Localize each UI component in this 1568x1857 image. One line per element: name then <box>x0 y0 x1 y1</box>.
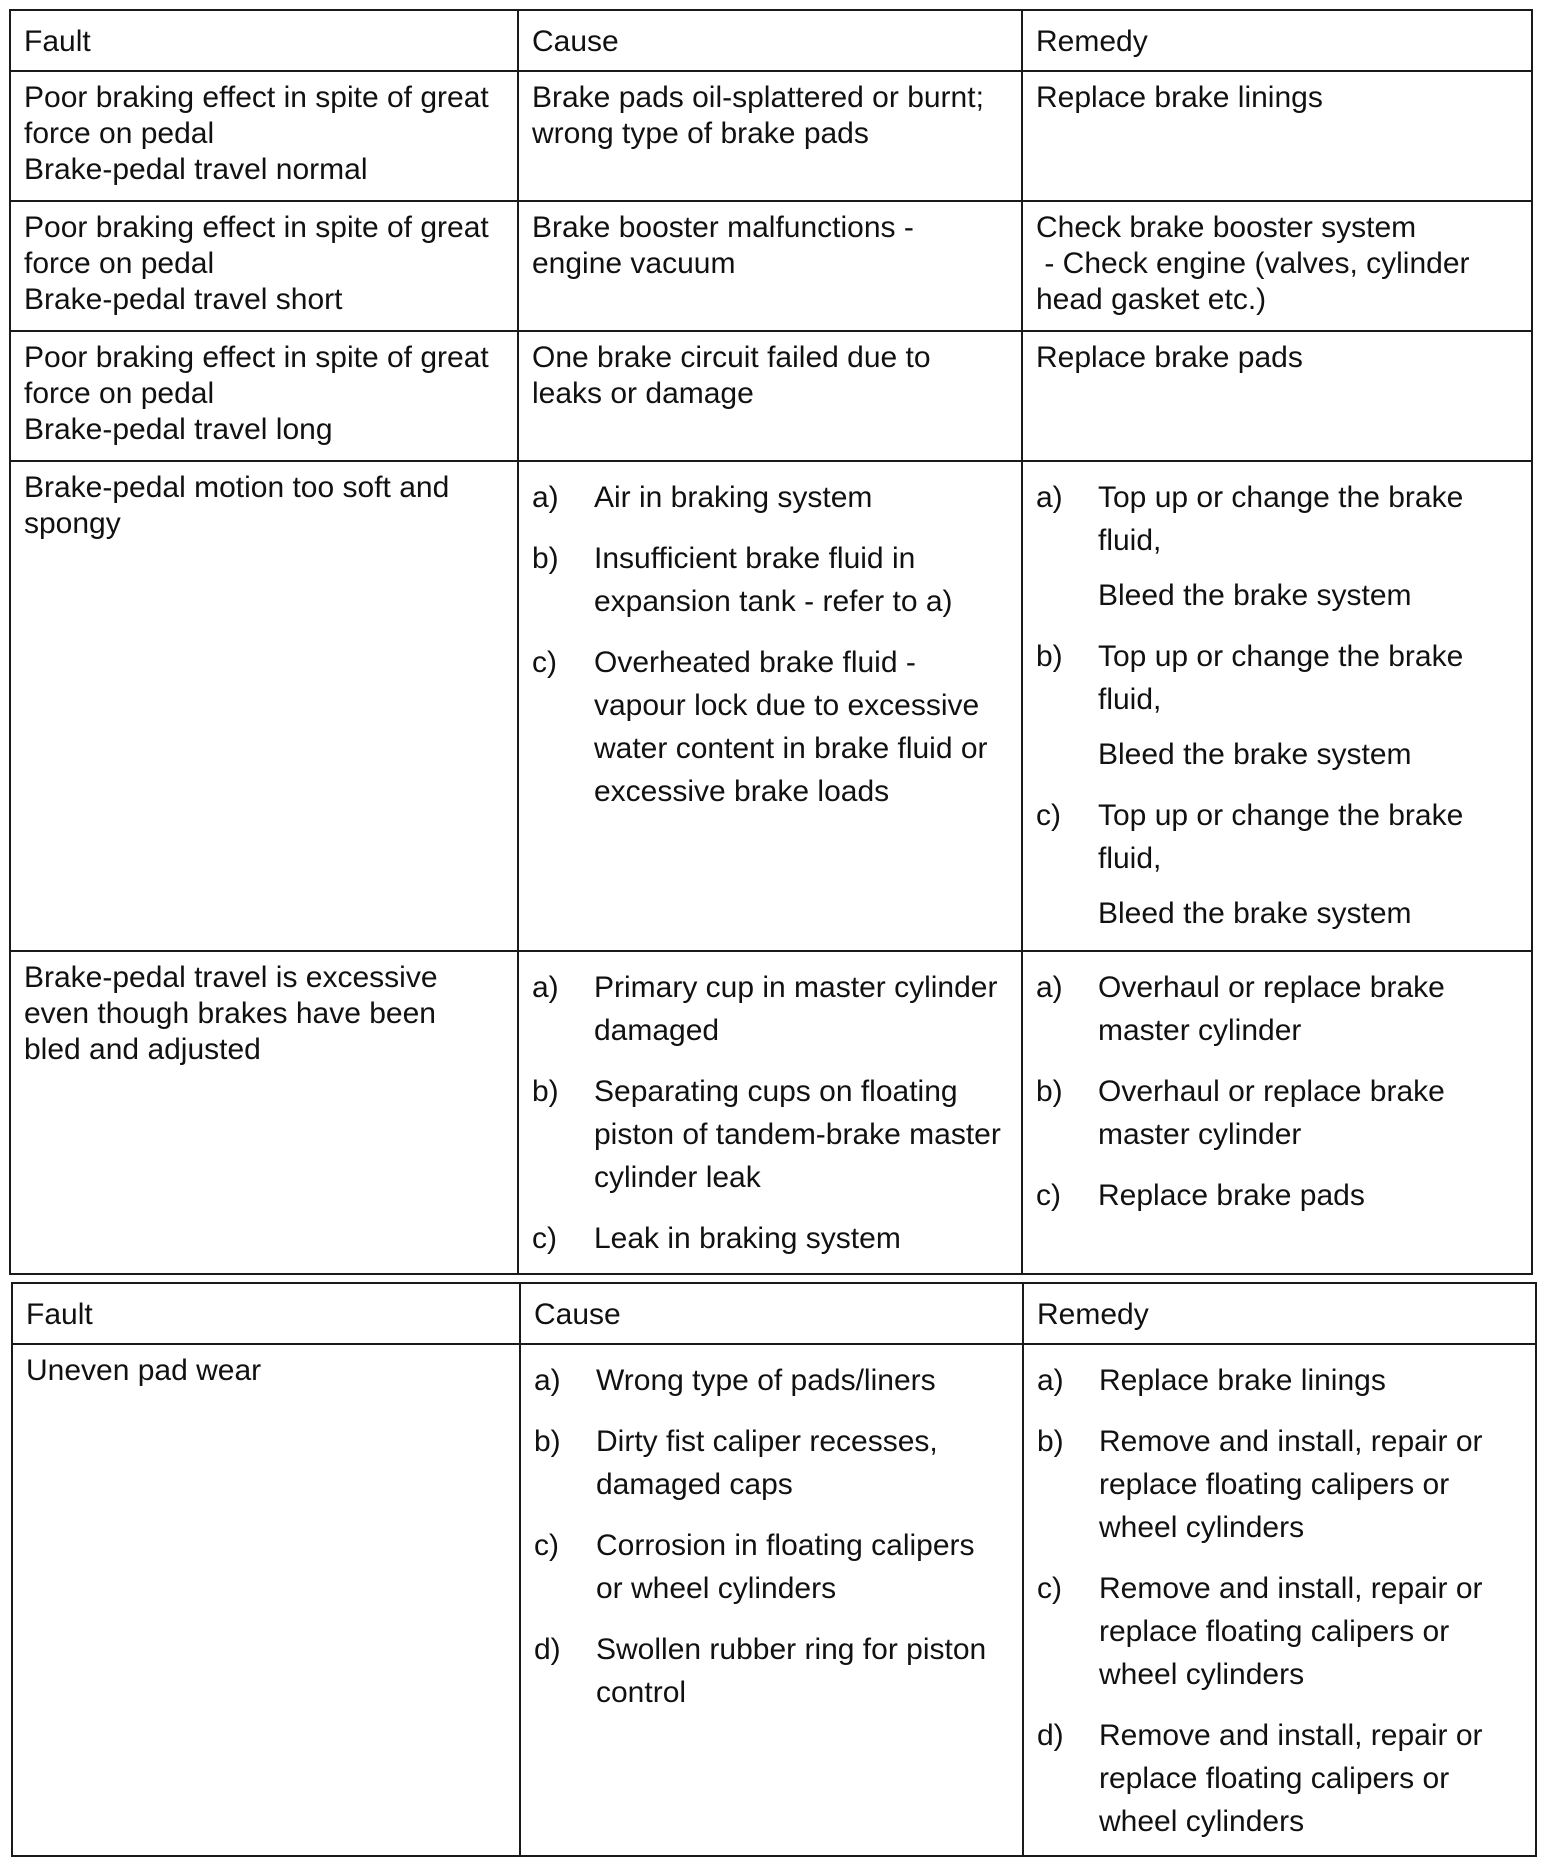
cause-text: Separating cups on floating piston of tandem-brake master cylinder leak <box>594 1075 1001 1194</box>
remedy-list-item <box>1037 1420 1522 1549</box>
table-row <box>10 461 1532 951</box>
table-row <box>10 331 1532 461</box>
remedy-text: Remove and install, repair or replace floating calipers or wheel cylinders <box>1099 1425 1483 1544</box>
fault-text-line: Brake-pedal motion too soft and <box>24 471 450 504</box>
list-letter: b) <box>1036 640 1063 673</box>
cause-text: Insufficient brake fluid in expansion tank - refer to a) <box>594 542 953 618</box>
fault-text-line: Poor braking effect in spite of great <box>24 81 489 114</box>
remedy-text: Top up or change the brake fluid, <box>1098 640 1464 716</box>
table-row <box>10 201 1532 331</box>
remedy-text: Replace brake linings <box>1099 1364 1386 1397</box>
remedy-body <box>1098 635 1518 776</box>
list-letter: b) <box>1037 1425 1064 1458</box>
fault-text-line: Uneven pad wear <box>26 1354 262 1387</box>
list-letter: d) <box>1037 1719 1064 1752</box>
remedy-text: Top up or change the brake fluid, <box>1098 799 1464 875</box>
header-fault: Fault <box>10 10 518 71</box>
remedy-list-item <box>1036 1070 1518 1156</box>
remedy-text-line: Replace brake linings <box>1036 81 1323 114</box>
cause-list-item <box>534 1524 1009 1610</box>
remedy-cell <box>1022 71 1532 201</box>
list-letter: b) <box>1036 1075 1063 1108</box>
fault-text-line: Brake-pedal travel is excessive <box>24 961 438 994</box>
cause-list-item <box>532 1217 1008 1260</box>
fault-cell <box>10 331 518 461</box>
cause-text-line: Brake pads oil-splattered or burnt; <box>532 81 984 114</box>
cause-cell <box>520 1344 1023 1856</box>
header-fault: Fault <box>12 1283 520 1344</box>
remedy-list-item <box>1036 476 1518 617</box>
fault-text-line: even though brakes have been <box>24 997 436 1030</box>
cause-list-item <box>532 476 1008 519</box>
list-letter: b) <box>532 542 559 575</box>
list-letter: b) <box>532 1075 559 1108</box>
cause-text-line: engine vacuum <box>532 247 736 280</box>
cause-list-item <box>532 641 1008 813</box>
list-letter: a) <box>1036 971 1063 1004</box>
cause-text: Swollen rubber ring for piston control <box>596 1633 987 1709</box>
remedy-list-item <box>1036 794 1518 935</box>
table-row <box>12 1344 1536 1856</box>
list-letter: c) <box>532 646 557 679</box>
remedy-sub-text: Bleed the brake system <box>1098 738 1412 771</box>
cause-list-item <box>532 537 1008 623</box>
remedy-text: Remove and install, repair or replace floating calipers or wheel cylinders <box>1099 1719 1483 1838</box>
cause-list-item <box>532 966 1008 1052</box>
fault-text-line: force on pedal <box>24 117 215 150</box>
remedy-text: Overhaul or replace brake master cylinder <box>1098 1075 1445 1151</box>
cause-text-line: Brake booster malfunctions - <box>532 211 914 244</box>
cause-cell <box>518 331 1022 461</box>
fault-table-1 <box>9 9 1533 1275</box>
fault-cell <box>12 1344 520 1856</box>
list-letter: c) <box>534 1529 559 1562</box>
fault-text-line: force on pedal <box>24 247 215 280</box>
remedy-sub-text: Bleed the brake system <box>1098 897 1412 930</box>
fault-text-line: Poor braking effect in spite of great <box>24 341 489 374</box>
remedy-list-item <box>1037 1567 1522 1696</box>
remedy-cell <box>1022 951 1532 1274</box>
table-header-row <box>12 1283 1536 1344</box>
list-letter: c) <box>1037 1572 1062 1605</box>
cause-text: Leak in braking system <box>594 1222 901 1255</box>
remedy-text: Overhaul or replace brake master cylinder <box>1098 971 1445 1047</box>
cause-cell <box>518 951 1022 1274</box>
list-letter: a) <box>532 481 559 514</box>
list-letter: a) <box>1037 1364 1064 1397</box>
remedy-cell <box>1022 201 1532 331</box>
table-row <box>10 951 1532 1274</box>
list-letter: c) <box>532 1222 557 1255</box>
list-letter: a) <box>532 971 559 1004</box>
remedy-text-line: - Check engine (valves, cylinder <box>1036 247 1470 280</box>
fault-text-line: bled and adjusted <box>24 1033 261 1066</box>
remedy-text: Remove and install, repair or replace floating calipers or wheel cylinders <box>1099 1572 1483 1691</box>
cause-text-line: leaks or damage <box>532 377 754 410</box>
cause-text-line: wrong type of brake pads <box>532 117 869 150</box>
fault-table-2 <box>11 1282 1537 1857</box>
fault-text-line: Brake-pedal travel short <box>24 283 343 316</box>
fault-cell <box>10 71 518 201</box>
fault-cell <box>10 461 518 951</box>
header-cause: Cause <box>520 1283 1023 1344</box>
list-letter: c) <box>1036 799 1061 832</box>
list-letter: b) <box>534 1425 561 1458</box>
remedy-text: Replace brake pads <box>1098 1179 1365 1212</box>
remedy-text-line: head gasket etc.) <box>1036 283 1267 316</box>
cause-text: Overheated brake fluid - vapour lock due to excessive water content in brake fluid or excessive brake loads <box>594 646 988 808</box>
cause-text-line: One brake circuit failed due to <box>532 341 931 374</box>
cause-list-item <box>532 1070 1008 1199</box>
list-letter: d) <box>534 1633 561 1666</box>
remedy-cell <box>1023 1344 1536 1856</box>
remedy-cell <box>1022 461 1532 951</box>
cause-cell <box>518 71 1022 201</box>
remedy-sub-text: Bleed the brake system <box>1098 579 1412 612</box>
cause-text: Air in braking system <box>594 481 873 514</box>
remedy-list-item <box>1037 1714 1522 1843</box>
remedy-text-line: Replace brake pads <box>1036 341 1303 374</box>
fault-cell <box>10 951 518 1274</box>
cause-list-item <box>534 1628 1009 1714</box>
remedy-text-line: Check brake booster system <box>1036 211 1417 244</box>
header-remedy: Remedy <box>1023 1283 1536 1344</box>
fault-text-line: Poor braking effect in spite of great <box>24 211 489 244</box>
fault-text-line: spongy <box>24 507 121 540</box>
table-header-row <box>10 10 1532 71</box>
cause-text: Corrosion in floating calipers or wheel cylinders <box>596 1529 975 1605</box>
cause-text: Primary cup in master cylinder damaged <box>594 971 998 1047</box>
remedy-list-item <box>1036 635 1518 776</box>
cause-text: Wrong type of pads/liners <box>596 1364 936 1397</box>
fault-text-line: force on pedal <box>24 377 215 410</box>
table-row <box>10 71 1532 201</box>
fault-text-line: Brake-pedal travel normal <box>24 153 368 186</box>
remedy-cell <box>1022 331 1532 461</box>
cause-list-item <box>534 1359 1009 1402</box>
cause-list-item <box>534 1420 1009 1506</box>
header-cause: Cause <box>518 10 1022 71</box>
list-letter: a) <box>1036 481 1063 514</box>
list-letter: c) <box>1036 1179 1061 1212</box>
fault-text-line: Brake-pedal travel long <box>24 413 333 446</box>
remedy-body <box>1098 476 1518 617</box>
fault-cell <box>10 201 518 331</box>
remedy-list-item <box>1037 1359 1522 1402</box>
remedy-list-item <box>1036 1174 1518 1217</box>
remedy-list-item <box>1036 966 1518 1052</box>
remedy-body <box>1098 794 1518 935</box>
remedy-text: Top up or change the brake fluid, <box>1098 481 1464 557</box>
cause-text: Dirty fist caliper recesses, damaged caps <box>596 1425 938 1501</box>
cause-cell <box>518 201 1022 331</box>
cause-cell <box>518 461 1022 951</box>
header-remedy: Remedy <box>1022 10 1532 71</box>
list-letter: a) <box>534 1364 561 1397</box>
